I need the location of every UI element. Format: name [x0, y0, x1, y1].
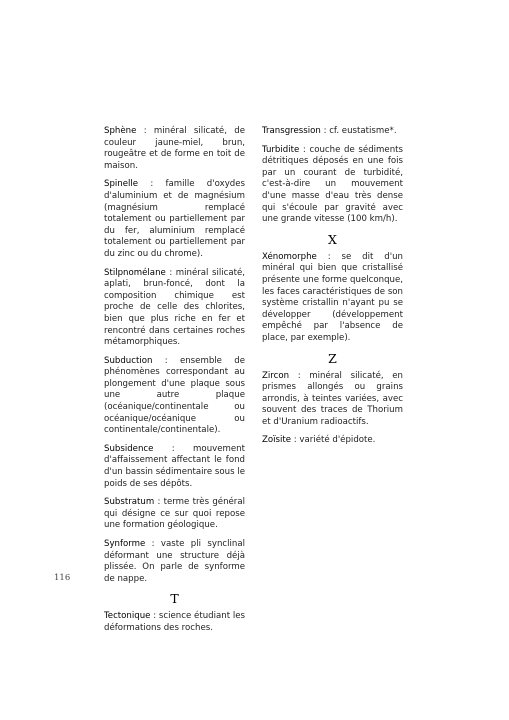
section-letter-x: X — [328, 231, 337, 247]
section-letter-z: Z — [328, 350, 337, 366]
glossary-definition: : cf. eustatisme*. — [320, 126, 397, 136]
glossary-term: Transgression — [262, 126, 321, 136]
section-letter-t: T — [170, 591, 179, 607]
glossary-term: Zoïsite — [262, 435, 292, 446]
glossary-definition: : mouvement d'affaissement affectant le fond d'un bassin sédimentaire sous le poids de ses dépôts. — [104, 443, 245, 489]
glossary-column-left — [104, 126, 245, 642]
glossary-term: Subduction — [104, 355, 153, 366]
glossary-term: Spinelle — [104, 179, 139, 190]
glossary-definition: : science étudiant les déformations des roches. — [104, 611, 245, 633]
glossary-term: Subsidence — [104, 443, 154, 454]
glossary-entry-transgression — [262, 126, 403, 138]
glossary-term: Synforme — [104, 539, 146, 549]
glossary-entry-spinelle — [104, 179, 245, 260]
glossary-term: Tectonique — [104, 611, 151, 622]
glossary-definition: : minéral silicaté, en prismes allongés ou grains arrondis, à teintes variées, avec souvent des traces de Thorium et d'Uranium radioactifs. — [262, 370, 403, 427]
glossary-definition: : ensemble de phénomènes correspondant au plongement d'une plaque sous une autre plaque (océanique/continentale ou océanique/océanique ou continentale/continentale). — [104, 355, 245, 436]
glossary-entry-zoisite — [262, 435, 403, 447]
glossary-entry-zircon — [262, 371, 403, 429]
glossary-term: Zircon — [262, 370, 290, 381]
glossary-entry-tectonique — [104, 611, 245, 634]
glossary-definition: : terme très général qui désigne ce sur quoi repose une formation géologique. — [104, 497, 245, 531]
glossary-entry-xenomorphe — [262, 252, 403, 345]
glossary-definition: : vaste pli synclinal déformant une structure déjà plissée. On parle de synforme de nappe. — [104, 539, 245, 584]
glossary-term: Xénomorphe — [262, 251, 317, 262]
glossary-definition: : se dit d'un minéral qui bien que cristallisé présente une forme quelconque, les faces caractéristiques de son système cristallin n'ayant pu se développer (développement empêché par l'absence de place, par exemple). — [262, 251, 403, 343]
glossary-term: Stilpnomélane — [104, 267, 166, 278]
glossary-definition: : minéral silicaté, de couleur jaune-miel, brun, rougeâtre et de forme en toit de maison. — [104, 126, 245, 171]
glossary-entry-turbidite — [262, 145, 403, 226]
glossary-term: Turbidite — [262, 144, 300, 155]
glossary-entry-subduction — [104, 356, 245, 437]
glossary-term: Substratum — [104, 497, 155, 508]
glossary-entry-synforme — [104, 539, 245, 585]
glossary-term: Sphène — [104, 126, 137, 136]
glossary-column-right — [262, 126, 403, 454]
glossary-entry-substratum — [104, 497, 245, 532]
glossary-definition: : minéral silicaté, aplati, brun-foncé, dont la composition chimique est proche de celle des chlorites, bien que plus riche en fer et rencontré dans certaines roches métamorphiques. — [104, 267, 245, 348]
glossary-definition: : famille d'oxydes d'aluminium et de magnésium (magnésium remplacé totalement ou partiellement par du fer, aluminium remplacé totalement ou partiellement par du zinc ou du chrome). — [104, 179, 245, 259]
glossary-definition: : variété d'épidote. — [291, 435, 376, 446]
glossary-entry-stilpnomelane — [104, 268, 245, 349]
glossary-entry-sphene — [104, 126, 245, 172]
page-number: 116 — [54, 573, 71, 583]
glossary-entry-subsidence — [104, 444, 245, 490]
glossary-definition: : couche de sédiments détritiques déposés en une fois par un courant de turbidité, c'est-à-dire un mouvement d'une masse d'eau très dense qui s'écoule par gravité avec une grande vitesse (100 km/h). — [262, 144, 403, 225]
